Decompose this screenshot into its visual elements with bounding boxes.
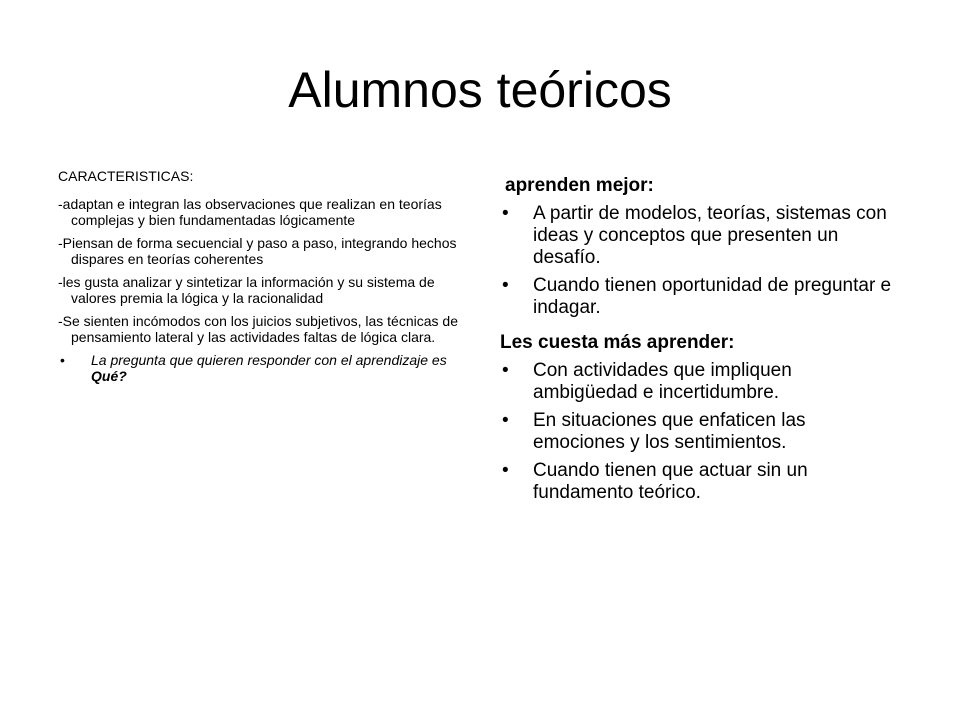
characteristics-heading: CARACTERISTICAS:	[58, 168, 194, 184]
characteristic-paragraph: -les gusta analizar y sintetizar la información y su sistema de valores premia la lógica y la racionalidad	[58, 274, 435, 306]
slide-title: Alumnos teóricos	[288, 62, 672, 118]
list-item-text: Cuando tienen que actuar sin un fundamento teórico.	[533, 460, 808, 503]
list-item	[498, 360, 898, 404]
list-item-text: En situaciones que enfaticen las emociones y los sentimientos.	[533, 410, 806, 453]
list-item	[498, 410, 898, 454]
question-bullet	[58, 352, 458, 384]
question-emphasis: Qué?	[91, 368, 127, 384]
characteristic-paragraph: -Se sienten incómodos con los juicios subjetivos, las técnicas de pensamiento lateral y las actividades faltas de lógica clara.	[58, 313, 458, 345]
characteristic-paragraph: -Piensan de forma secuencial y paso a paso, integrando hechos dispares en teorías coherentes	[58, 235, 457, 267]
characteristic-paragraph: -adaptan e integran las observaciones que realizan en teorías complejas y bien fundamentadas lógicamente	[58, 196, 442, 228]
learn-harder-heading: Les cuesta más aprender:	[500, 332, 735, 353]
list-item-text: Con actividades que impliquen ambigüedad e incertidumbre.	[533, 360, 792, 403]
list-item	[498, 203, 898, 269]
list-item	[498, 460, 898, 504]
bullet-icon: •	[502, 203, 509, 224]
bullet-icon: •	[502, 460, 509, 481]
bullet-icon: •	[502, 410, 509, 431]
list-item-text: Cuando tienen oportunidad de preguntar e indagar.	[533, 275, 892, 318]
bullet-icon: •	[502, 360, 509, 381]
bullet-icon: •	[502, 275, 509, 296]
learning-panel	[498, 172, 898, 510]
list-item-text: A partir de modelos, teorías, sistemas con ideas y conceptos que presenten un desafío.	[533, 203, 887, 268]
characteristics-panel	[58, 168, 458, 384]
bullet-icon: •	[60, 352, 65, 368]
list-item	[498, 275, 898, 319]
question-text: La pregunta que quieren responder con el aprendizaje es	[91, 352, 447, 368]
learn-better-heading: aprenden mejor:	[505, 175, 654, 196]
